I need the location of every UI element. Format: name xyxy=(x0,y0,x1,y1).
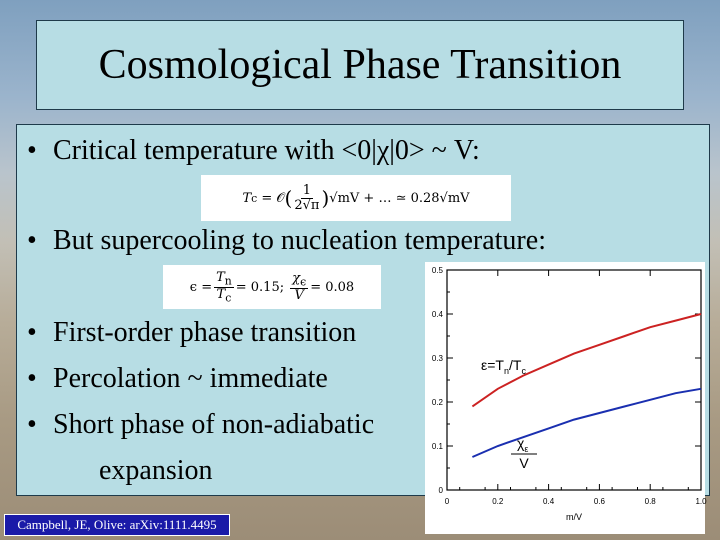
bullet-non-adiabatic xyxy=(27,409,374,441)
phase-transition-plot xyxy=(425,262,705,534)
bullet-text: Critical temperature with <0|χ|0> ~ V: xyxy=(53,135,480,166)
equation-critical-temperature: T c = 𝒪 ( $\frac{1}{2√\pi}$ ) √mV + … ≃ 0.28√mV xyxy=(201,175,511,221)
eq2-lhs: ϵ = xyxy=(189,279,213,295)
bullet-marker: • xyxy=(27,135,37,166)
y-tick-label: 0.1 xyxy=(431,442,443,451)
x-tick-label: 0.8 xyxy=(644,497,656,506)
bullet-supercooling xyxy=(27,225,546,257)
eq1-operator: = 𝒪 xyxy=(261,190,285,206)
slide-title: Cosmological Phase Transition xyxy=(36,20,684,110)
bullet-continuation: expansion xyxy=(99,455,213,486)
x-tick-label: 0.2 xyxy=(492,497,504,506)
eq1-rhs: √mV + … ≃ 0.28√mV xyxy=(329,190,470,206)
series-line-epsilon xyxy=(472,314,701,406)
series-line-chi xyxy=(472,389,701,457)
bullet-text: But supercooling to nucleation temperature: xyxy=(53,225,546,256)
bullet-text: First-order phase transition xyxy=(53,317,357,348)
bullet-marker: • xyxy=(27,225,37,256)
series-label-epsilon: $\varepsilon=T_n/T_c$ xyxy=(481,357,526,376)
eq1-lhs: T xyxy=(242,190,252,206)
y-tick-label: 0.2 xyxy=(431,398,443,407)
citation-label: Campbell, JE, Olive: arXiv:1111.4495 xyxy=(4,514,230,536)
x-tick-label: 1.0 xyxy=(695,497,707,506)
eq1-fraction: $\frac{1}{2√\pi}$ xyxy=(294,182,320,213)
series-label-chi: $\chi_\varepsilon$ xyxy=(517,435,529,454)
x-tick-label: 0.4 xyxy=(543,497,555,506)
series-label-chi-denominator: V xyxy=(519,455,529,471)
x-tick-label: 0 xyxy=(444,497,450,506)
y-tick-label: 0.4 xyxy=(431,310,443,319)
bullet-marker: • xyxy=(27,317,37,348)
bullet-percolation xyxy=(27,363,328,395)
y-tick-label: 0 xyxy=(438,486,443,495)
bullet-marker: • xyxy=(27,363,37,394)
eq2-fraction-temperature: $\frac{T_n}{T_c}$ xyxy=(216,269,232,305)
bullet-text: Short phase of non-adiabatic xyxy=(53,409,375,440)
eq2-value1: = 0.15; xyxy=(235,279,285,295)
chart-svg xyxy=(425,262,705,534)
x-axis-label: m/V xyxy=(565,512,583,522)
eq2-fraction-chi: $\frac{\chi_\epsilon}{V}$ xyxy=(292,270,307,303)
bullet-first-order xyxy=(27,317,356,349)
bullet-critical-temperature xyxy=(27,135,480,167)
bullet-marker: • xyxy=(27,409,37,440)
plot-frame xyxy=(447,270,701,490)
y-tick-label: 0.3 xyxy=(431,354,443,363)
bullet-text: Percolation ~ immediate xyxy=(53,363,328,394)
equation-nucleation xyxy=(163,265,381,309)
x-tick-label: 0.6 xyxy=(593,497,605,506)
eq1-lhs-sub: c xyxy=(251,191,258,205)
eq2-value2: = 0.08 xyxy=(310,279,355,295)
y-tick-label: 0.5 xyxy=(431,266,443,275)
